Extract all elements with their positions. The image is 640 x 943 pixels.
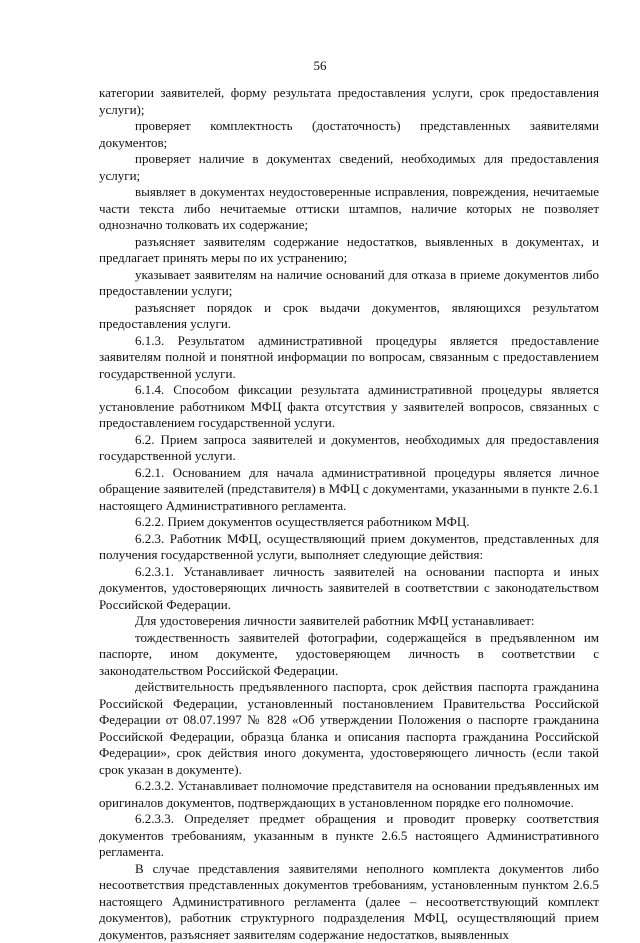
paragraph: выявляет в документах неудостоверенные исправления, повреждения, нечитаемые части текста либо нечитаемые оттиски штампов, наличие которых не позволяет однозначно толковать их содержание; — [99, 184, 599, 234]
paragraph: проверяет комплектность (достаточность) представленных заявителями документов; — [99, 118, 599, 151]
paragraph: 6.2.3. Работник МФЦ, осуществляющий прием документов, представленных для получения государственной услуги, выполняет следующие действия: — [99, 531, 599, 564]
paragraph: действительность предъявленного паспорта, срок действия паспорта гражданина Российской Федерации, установленный постановлением Правительства Российской Федерации от 08.07.1997 № 828 «Об утверждении Положения о паспорте гражданина Российской Федерации, образца бланка и описания паспорта гражданина Российской Федерации», срок действия иного документа, удостоверяющего личность (если такой срок указан в документе). — [99, 679, 599, 778]
paragraph: разъясняет заявителям содержание недостатков, выявленных в документах, и предлагает принять меры по их устранению; — [99, 234, 599, 267]
paragraph: В случае представления заявителями неполного комплекта документов либо несоответствия представленных документов требованиям, установленным пунктом 2.6.5 настоящего Административного регламента (далее – несоответствующий комплект документов), работник структурного подразделения МФЦ, осуществляющий прием документов, разъясняет заявителям содержание недостатков, выявленных — [99, 861, 599, 943]
paragraph: 6.2.3.3. Определяет предмет обращения и проводит проверку соответствия документов требованиям, указанным в пункте 2.6.5 настоящего Административного регламента. — [99, 811, 599, 861]
paragraph: проверяет наличие в документах сведений, необходимых для предоставления услуги; — [99, 151, 599, 184]
paragraph: Для удостоверения личности заявителей работник МФЦ устанавливает: — [99, 613, 599, 630]
document-body — [99, 85, 599, 943]
paragraph: категории заявителей, форму результата предоставления услуги, срок предоставления услуги); — [99, 85, 599, 118]
paragraph: 6.1.4. Способом фиксации результата административной процедуры является установление работником МФЦ факта отсутствия у заявителей вопросов, связанных с предоставлением государственной услуги. — [99, 382, 599, 432]
paragraph: 6.2.2. Прием документов осуществляется работником МФЦ. — [99, 514, 599, 531]
paragraph: 6.2.3.1. Устанавливает личность заявителей на основании паспорта и иных документов, удостоверяющих личность заявителей в соответствии с законодательством Российской Федерации. — [99, 564, 599, 614]
paragraph: указывает заявителям на наличие оснований для отказа в приеме документов либо предоставлении услуги; — [99, 267, 599, 300]
paragraph: 6.2. Прием запроса заявителей и документов, необходимых для предоставления государственной услуги. — [99, 432, 599, 465]
paragraph: тождественность заявителей фотографии, содержащейся в предъявленном им паспорте, ином документе, удостоверяющем личность в соответствии с законодательством Российской Федерации. — [99, 630, 599, 680]
paragraph: 6.2.3.2. Устанавливает полномочие представителя на основании предъявленных им оригиналов документов, подтверждающих в установленном порядке его полномочие. — [99, 778, 599, 811]
paragraph: 6.1.3. Результатом административной процедуры является предоставление заявителям полной и понятной информации по вопросам, связанным с предоставлением государственной услуги. — [99, 333, 599, 383]
paragraph: разъясняет порядок и срок выдачи документов, являющихся результатом предоставления услуги. — [99, 300, 599, 333]
page-number: 56 — [0, 58, 640, 74]
paragraph: 6.2.1. Основанием для начала административной процедуры является личное обращение заявителей (представителя) в МФЦ с документами, указанными в пункте 2.6.1 настоящего Административного регламента. — [99, 465, 599, 515]
